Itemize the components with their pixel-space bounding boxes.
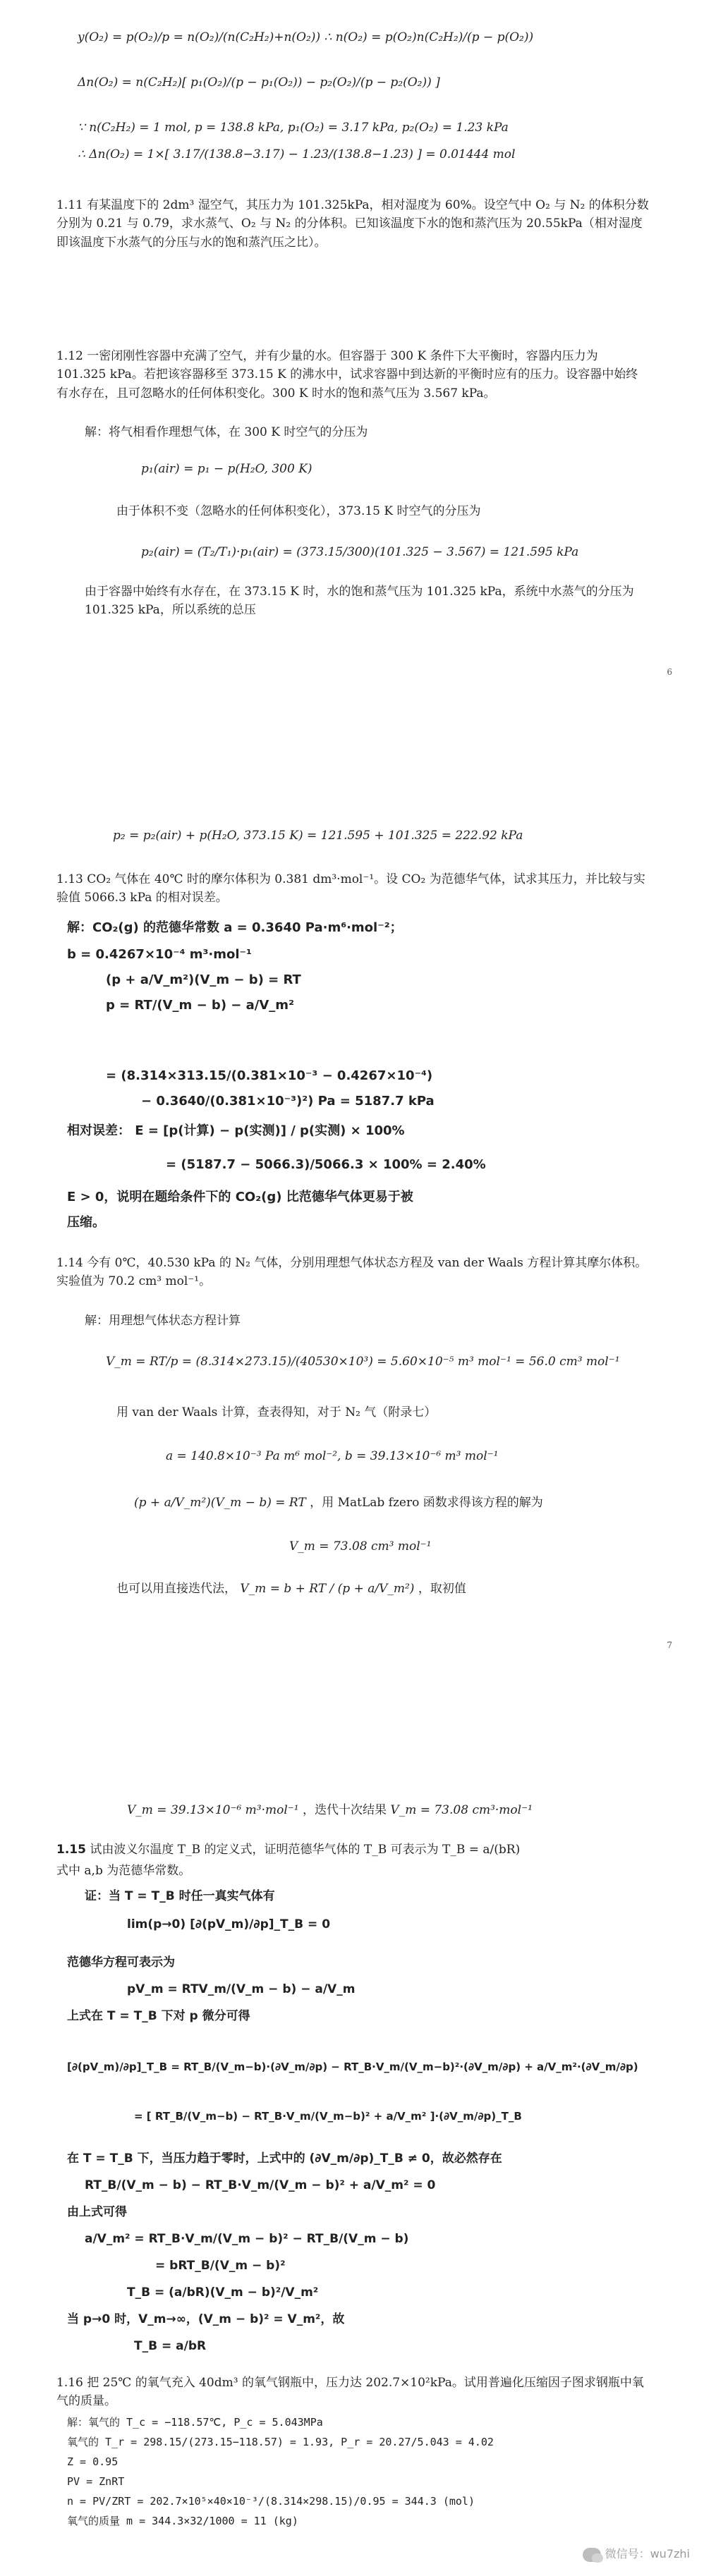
- solution-line: = (8.314×313.15/(0.381×10⁻³ − 0.4267×10⁻⁴): [106, 1068, 433, 1083]
- solution-line: lim(p→0) [∂(pV_m)/∂p]_T_B = 0: [127, 1917, 331, 1931]
- equation-line: V_m = b + RT / (p + a/V_m²): [240, 1582, 415, 1596]
- problem-1-13: 1.13 CO₂ 气体在 40℃ 时的摩尔体积为 0.381 dm³·mol⁻¹。设 CO₂ 为范德华气体，试求其压力，并比较与实验值 5066.3 kPa 的相对误差。: [56, 872, 645, 905]
- solution-text: ，迭代十次结果: [303, 1803, 387, 1817]
- solution-line: 氧气的质量 m = 344.3×32/1000 = 11 (kg): [67, 2515, 298, 2527]
- equation-line: V_m = 39.13×10⁻⁶ m³·mol⁻¹: [127, 1803, 299, 1817]
- equation-line: V_m = 73.08 cm³·mol⁻¹: [390, 1803, 533, 1817]
- equation-line: V_m = 73.08 cm³ mol⁻¹: [289, 1539, 432, 1553]
- equation-line: p₂(air) = (T₂/T₁)·p₁(air) = (373.15/300)(101.325 − 3.567) = 121.595 kPa: [141, 545, 579, 559]
- wechat-icon: [583, 2548, 601, 2562]
- solution-line: E > 0，说明在题给条件下的 CO₂(g) 比范德华气体更易于被: [67, 1190, 413, 1204]
- equation-line: V_m = RT/p = (8.314×273.15)/(40530×10³) = 5.60×10⁻⁵ m³ mol⁻¹ = 56.0 cm³ mol⁻¹: [106, 1355, 620, 1369]
- solution-line: T_B = a/bR: [134, 2339, 207, 2353]
- equation-line: a = 140.8×10⁻³ Pa m⁶ mol⁻², b = 39.13×10⁻⁶ m³ mol⁻¹: [166, 1449, 499, 1463]
- watermark: [583, 2546, 690, 2563]
- problem-text: 式中 a,b 为范德华常数。: [56, 1864, 191, 1878]
- problem-1-12: 1.12 一密闭刚性容器中充满了空气，并有少量的水。但容器于 300 K 条件下大平衡时，容器内压力为 101.325 kPa。若把该容器移至 373.15 K 的沸水中，试求容器中到达新的平衡时应有的压力。设容器中始终有水存在，且可忽略水的任何体积变化。300 K 时水的饱和蒸气压为 3.567 kPa。: [56, 349, 638, 401]
- equation-row: [127, 1801, 533, 1819]
- solution-line: 证：当 T = T_B 时任一真实气体有: [85, 1889, 275, 1903]
- solution-text: 解：将气相看作理想气体，在 300 K 时空气的分压为: [85, 425, 368, 439]
- equation-line: Δn(O₂) = n(C₂H₂)[ p₁(O₂)/(p − p₁(O₂)) − p₂(O₂)/(p − p₂(O₂)) ]: [78, 75, 440, 90]
- solution-line: 由上式可得: [67, 2205, 127, 2219]
- problem-1-11: 1.11 有某温度下的 2dm³ 湿空气，其压力为 101.325kPa，相对湿度为 60%。设空气中 O₂ 与 N₂ 的体积分数分别为 0.21 与 0.79，求水蒸气、O₂ 与 N₂ 的分体积。已知该温度下水的饱和蒸汽压为 20.55kPa（相对湿度即该温度下水蒸气的分压与水的饱和蒸汽压之比）。: [56, 198, 649, 250]
- solution-line: n = PV/ZRT = 202.7×10⁵×40×10⁻³/(8.314×298.15)/0.95 = 344.3 (mol): [67, 2495, 475, 2508]
- solution-line: 上式在 T = T_B 下对 p 微分可得: [67, 2009, 250, 2023]
- solution-text: 也可以用直接迭代法，: [116, 1582, 236, 1596]
- equation-line: p₂ = p₂(air) + p(H₂O, 373.15 K) = 121.595 + 101.325 = 222.92 kPa: [113, 829, 523, 843]
- solution-line: PV = ZnRT: [67, 2475, 125, 2488]
- solution-line: (p + a/V_m²)(V_m − b) = RT: [106, 972, 301, 987]
- solution-line: 压缩。: [67, 1215, 105, 1230]
- watermark-text: 微信号：wu7zhi: [605, 2547, 690, 2561]
- problem-text: 试由波义尔温度 T_B 的定义式，证明范德华气体的 T_B 可表示为 T_B = a/(bR): [90, 1843, 521, 1857]
- solution-text: ，取初值: [418, 1582, 466, 1596]
- equation-line: ∴ Δn(O₂) = 1×[ 3.17/(138.8−3.17) − 1.23/(138.8−1.23) ] = 0.01444 mol: [78, 147, 516, 161]
- solution-text: ，用 MatLab fzero 函数求得该方程的解为: [310, 1496, 543, 1510]
- solution-line: 解：CO₂(g) 的范德华常数 a = 0.3640 Pa·m⁶·mol⁻²；: [67, 920, 403, 935]
- solution-line: = (5187.7 − 5066.3)/5066.3 × 100% = 2.40%: [166, 1157, 486, 1172]
- solution-line: 在 T = T_B 下，当压力趋于零时，上式中的 (∂V_m/∂p)_T_B ≠ 0，故必然存在: [67, 2151, 502, 2166]
- solution-line: 当 p→0 时，V_m→∞，(V_m − b)² = V_m²，故: [67, 2312, 345, 2326]
- solution-line: pV_m = RTV_m/(V_m − b) − a/V_m: [127, 1982, 356, 1996]
- solution-line: RT_B/(V_m − b) − RT_B·V_m/(V_m − b)² + a/V_m² = 0: [85, 2178, 436, 2192]
- problem-1-16: 1.16 把 25℃ 的氧气充入 40dm³ 的氧气钢瓶中，压力达 202.7×10²kPa。试用普遍化压缩因子图求钢瓶中氧气的质量。: [56, 2376, 644, 2409]
- solution-text: 由于容器中始终有水存在，在 373.15 K 时，水的饱和蒸气压为 101.325 kPa，系统中水蒸气的分压为 101.325 kPa，所以系统的总压: [85, 585, 634, 618]
- equation-row: [116, 1580, 466, 1598]
- solution-line: Z = 0.95: [67, 2455, 119, 2468]
- equation-line: (p + a/V_m²)(V_m − b) = RT: [134, 1496, 306, 1510]
- page-number: 6: [667, 667, 672, 677]
- solution-line: 相对误差： E = [p(计算) − p(实测)] / p(实测) × 100%: [67, 1123, 405, 1138]
- solution-text: 由于体积不变（忽略水的任何体积变化），373.15 K 时空气的分压为: [116, 504, 481, 518]
- solution-text: 用 van der Waals 计算，查表得知，对于 N₂ 气（附录七）: [116, 1405, 437, 1420]
- solution-line: 氧气的 T_r = 298.15/(273.15−118.57) = 1.93, P_r = 20.27/5.043 = 4.02: [67, 2436, 494, 2448]
- solution-line: 范德华方程可表示为: [67, 1955, 175, 1970]
- problem-1-15: [56, 1841, 663, 1859]
- equation-line: p₁(air) = p₁ − p(H₂O, 300 K): [141, 462, 312, 476]
- solution-text: 解：用理想气体状态方程计算: [85, 1314, 241, 1328]
- solution-line: T_B = (a/bR)(V_m − b)²/V_m²: [127, 2285, 319, 2300]
- equation-row: [134, 1494, 543, 1512]
- solution-line: = [ RT_B/(V_m−b) − RT_B·V_m/(V_m−b)² + a/V_m² ]·(∂V_m/∂p)_T_B: [134, 2110, 522, 2123]
- solution-line: − 0.3640/(0.381×10⁻³)²) Pa = 5187.7 kPa: [141, 1094, 435, 1109]
- solution-line: a/V_m² = RT_B·V_m/(V_m − b)² − RT_B/(V_m − b): [85, 2232, 409, 2246]
- solution-line: b = 0.4267×10⁻⁴ m³·mol⁻¹: [67, 947, 252, 962]
- solution-line: [∂(pV_m)/∂p]_T_B = RT_B/(V_m−b)·(∂V_m/∂p) − RT_B·V_m/(V_m−b)²·(∂V_m/∂p) + a/V_m²·(∂V_m/∂p): [67, 2061, 638, 2073]
- page-number: 7: [667, 1640, 672, 1650]
- problem-number: 1.15: [56, 1843, 86, 1857]
- solution-line: = bRT_B/(V_m − b)²: [155, 2259, 286, 2273]
- problem-1-14: 1.14 今有 0℃，40.530 kPa 的 N₂ 气体，分别用理想气体状态方程及 van der Waals 方程计算其摩尔体积。实验值为 70.2 cm³ mol⁻¹。: [56, 1256, 648, 1289]
- solution-line: 解：氧气的 T_c = −118.57℃, P_c = 5.043MPa: [67, 2416, 323, 2429]
- equation-line: ∵ n(C₂H₂) = 1 mol, p = 138.8 kPa, p₁(O₂) = 3.17 kPa, p₂(O₂) = 1.23 kPa: [78, 121, 509, 135]
- solution-line: p = RT/(V_m − b) − a/V_m²: [106, 998, 294, 1013]
- equation-line: y(O₂) = p(O₂)/p = n(O₂)/(n(C₂H₂)+n(O₂)) ∴ n(O₂) = p(O₂)n(C₂H₂)/(p − p(O₂)): [78, 30, 534, 44]
